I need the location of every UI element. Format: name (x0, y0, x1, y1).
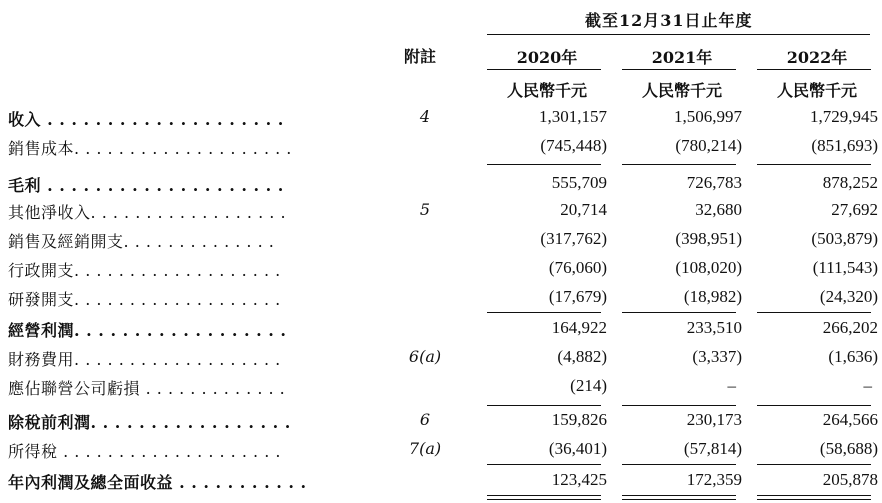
row-label-text: 財務費用 (8, 350, 75, 369)
dot-leader: . . . . . . . . . . . . . . . . . . . . (74, 139, 292, 158)
value-2021: (3,337) (692, 347, 742, 366)
period-underline (487, 34, 870, 35)
dot-leader: . . . . . . . . . . . . . . . . . . . (74, 290, 281, 309)
value-2022: (24,320) (819, 287, 878, 306)
dot-leader: . . . . . . . . . . . (173, 473, 307, 492)
value-2020: (214) (570, 376, 607, 395)
row-label (8, 318, 286, 341)
value-2021: – (727, 376, 736, 395)
value-2021: 172,359 (686, 470, 742, 489)
value-2022: 1,729,945 (810, 107, 878, 126)
row-label-text: 應佔聯營公司虧損 (8, 379, 141, 398)
value-2022: (58,688) (819, 439, 878, 458)
row-label (8, 229, 274, 252)
value-2021: (398,951) (675, 229, 742, 248)
dot-leader: . . . . . . . . . . . . . . . . . . . . (57, 442, 281, 461)
value-2022: (1,636) (828, 347, 878, 366)
value-2021: (780,214) (675, 136, 742, 155)
note-ref: 6 (419, 410, 431, 429)
row-label (8, 136, 292, 159)
value-2021: (57,814) (683, 439, 742, 458)
row-label (8, 287, 281, 310)
value-2021: (18,982) (683, 287, 742, 306)
value-2020: 123,425 (551, 470, 607, 489)
unit-label-2020: 人民幣千元 (506, 81, 587, 100)
row-label (8, 107, 284, 130)
row-label (8, 200, 286, 223)
unit-label-2022: 人民幣千元 (776, 81, 857, 100)
row-label-text: 除稅前利潤 (8, 413, 91, 432)
value-2020: 1,301,157 (539, 107, 607, 126)
row-label (8, 376, 285, 399)
note-ref: 5 (419, 200, 431, 219)
row-label-text: 行政開支 (8, 261, 75, 280)
note-ref: 4 (419, 107, 431, 126)
dot-leader: . . . . . . . . . . . . . . (123, 232, 275, 251)
value-2020: (4,882) (557, 347, 607, 366)
value-2022: 205,878 (822, 470, 878, 489)
year-underline-2020 (487, 69, 601, 70)
row-label (8, 410, 291, 433)
dot-leader: . . . . . . . . . . . . . . . . . . . (74, 350, 281, 369)
row-label (8, 470, 307, 493)
note-ref: 6(a) (408, 347, 442, 366)
row-label (8, 439, 281, 462)
value-2020: (745,448) (540, 136, 607, 155)
row-label-text: 銷售及經銷開支 (8, 232, 124, 251)
value-2021: 230,173 (686, 410, 742, 429)
value-2021: (108,020) (675, 258, 742, 277)
dot-leader: . . . . . . . . . . . . . . . . . . (74, 321, 287, 340)
value-2020: 159,826 (551, 410, 607, 429)
value-2020: 20,714 (560, 200, 607, 219)
unit-label-2021: 人民幣千元 (641, 81, 722, 100)
value-2022: 27,692 (831, 200, 878, 219)
value-2021: 726,783 (686, 173, 742, 192)
row-label (8, 347, 281, 370)
value-2021: 32,680 (695, 200, 742, 219)
note-ref: 7(a) (408, 439, 442, 458)
row-label-text: 所得稅 (8, 442, 58, 461)
dot-leader: . . . . . . . . . . . . . . . . . . . (74, 261, 281, 280)
dot-leader: . . . . . . . . . . . . . . . . . . . . (41, 176, 284, 195)
value-2021: 1,506,997 (674, 107, 742, 126)
value-2022: (503,879) (811, 229, 878, 248)
dot-leader: . . . . . . . . . . . . . . . . . . . . (41, 110, 284, 129)
row-label-text: 經營利潤 (8, 321, 75, 340)
value-2020: 555,709 (551, 173, 607, 192)
value-2020: (76,060) (548, 258, 607, 277)
row-label-text: 年內利潤及總全面收益 (8, 473, 174, 492)
value-2022: – (863, 376, 872, 395)
year-header-2021: 2021年 (651, 48, 713, 67)
value-2022: 264,566 (822, 410, 878, 429)
year-header-2020: 2020年 (516, 48, 578, 67)
year-header-2022: 2022年 (786, 48, 848, 67)
year-underline-2022 (757, 69, 871, 70)
value-2020: (36,401) (548, 439, 607, 458)
value-2020: (317,762) (540, 229, 607, 248)
dot-leader: . . . . . . . . . . . . . . . . . (90, 413, 291, 432)
note-column-header: 附註 (404, 47, 437, 66)
row-label-text: 銷售成本 (8, 139, 75, 158)
value-2022: 878,252 (822, 173, 878, 192)
dot-leader: . . . . . . . . . . . . . . . . . . (90, 203, 287, 222)
value-2022: (851,693) (811, 136, 878, 155)
value-2022: 266,202 (822, 318, 878, 337)
row-label (8, 258, 281, 281)
year-underline-2021 (622, 69, 736, 70)
value-2020: (17,679) (548, 287, 607, 306)
row-label-text: 研發開支 (8, 290, 75, 309)
row-label-text: 收入 (8, 110, 42, 129)
value-2022: (111,543) (812, 258, 878, 277)
period-header: 截至12月31日止年度 (585, 11, 753, 30)
value-2021: 233,510 (686, 318, 742, 337)
row-label (8, 173, 284, 196)
dot-leader: . . . . . . . . . . . . . (140, 379, 286, 398)
value-2020: 164,922 (551, 318, 607, 337)
row-label-text: 毛利 (8, 176, 42, 195)
row-label-text: 其他淨收入 (8, 203, 91, 222)
